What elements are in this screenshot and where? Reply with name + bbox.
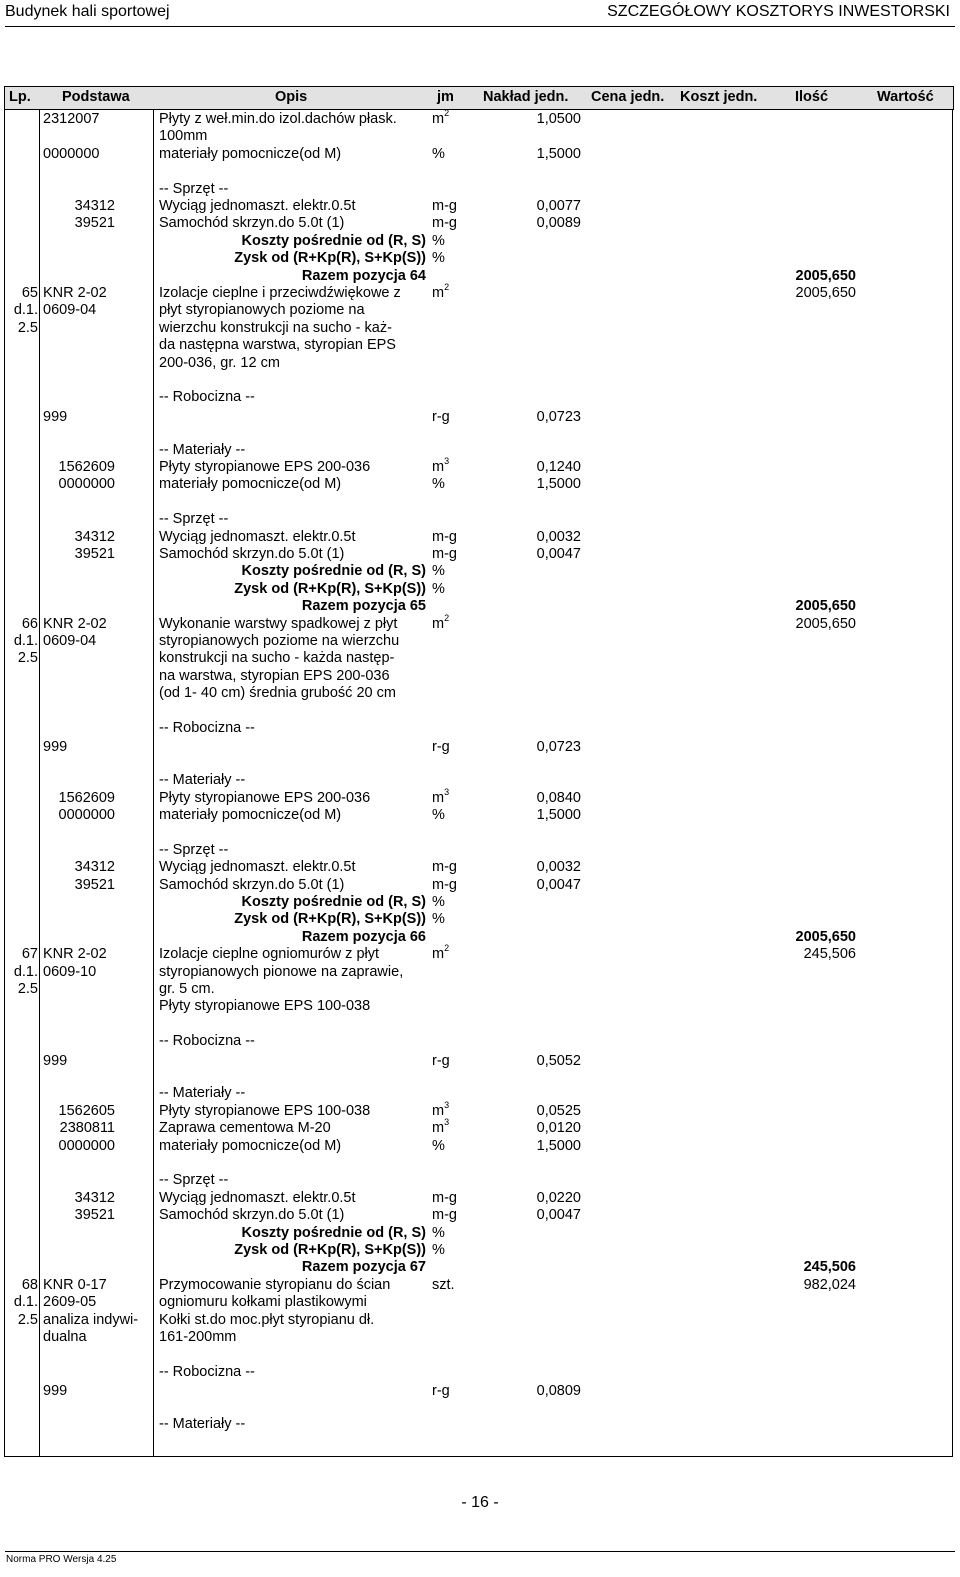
- row-jm: m-g: [432, 215, 457, 232]
- table-row: [0, 806, 960, 824]
- row-jm: %: [432, 894, 445, 910]
- table-row: [0, 1276, 960, 1294]
- table-row: [0, 928, 960, 946]
- row-naklad: 0,5052: [536, 1052, 581, 1069]
- row-naklad: 1,5000: [536, 807, 581, 823]
- row-opis: -- Sprzęt --: [159, 180, 229, 197]
- table-row: [0, 1052, 960, 1070]
- row-naklad: 0,1240: [536, 459, 581, 475]
- row-opis: Przymocowanie styropianu do ścian: [159, 1276, 391, 1293]
- footer-rule: [5, 1551, 955, 1552]
- row-ilosc: 982,024: [803, 1276, 856, 1293]
- row-podstawa: 0609-10: [43, 963, 97, 980]
- table-row: [0, 1415, 960, 1433]
- table-row: [0, 1206, 960, 1224]
- row-opis: -- Sprzęt --: [159, 1172, 229, 1189]
- table-row: [0, 475, 960, 493]
- row-opis: gr. 5 cm.: [159, 981, 215, 997]
- row-podstawa: 999: [43, 1383, 68, 1400]
- row-naklad: 0,0840: [536, 789, 581, 806]
- row-jm: [432, 458, 449, 476]
- col-lp: Lp.: [9, 89, 31, 105]
- row-opis: na warstwa, styropian EPS 200-036: [159, 667, 390, 684]
- row-jm: m-g: [432, 859, 457, 876]
- row-jm: %: [432, 911, 445, 928]
- table-row: [0, 1363, 960, 1381]
- row-podstawa: KNR 2-02: [43, 615, 107, 632]
- row-overhead-label: Koszty pośrednie od (R, S): [241, 563, 426, 580]
- row-opis: styropianowych poziome na wierzchu: [159, 633, 400, 649]
- page-number: - 16 -: [461, 1494, 499, 1511]
- table-row: [0, 876, 960, 894]
- page-header-left: Budynek hali sportowej: [5, 3, 170, 20]
- row-opis: 100mm: [159, 128, 208, 145]
- row-jm: %: [432, 580, 445, 597]
- table-row: [0, 127, 960, 145]
- row-podstawa: 1562609: [58, 789, 115, 806]
- row-lp: 2.5: [17, 981, 38, 997]
- row-jm-unit: m: [432, 789, 445, 806]
- row-overhead-label: Zysk od (R+Kp(R), S+Kp(S)): [234, 580, 426, 597]
- row-opis: Izolacje cieplne ogniomurów z płyt: [159, 946, 380, 963]
- row-naklad: 1,5000: [536, 1137, 581, 1154]
- row-podstawa: 999: [43, 408, 68, 425]
- row-podstawa: 39521: [74, 1207, 115, 1224]
- row-jm: %: [432, 476, 445, 493]
- row-opis: -- Robocizna --: [159, 1363, 255, 1380]
- row-jm-unit: m: [432, 285, 445, 301]
- table-row: [0, 267, 960, 285]
- row-opis: Płyty z weł.min.do izol.dachów płask.: [159, 111, 397, 127]
- table-row: [0, 528, 960, 546]
- row-overhead-label: Zysk od (R+Kp(R), S+Kp(S)): [234, 1242, 426, 1258]
- row-podstawa: 34312: [74, 198, 115, 214]
- row-jm-unit: m: [432, 459, 445, 475]
- table-row: [0, 1328, 960, 1346]
- row-ilosc: 245,506: [803, 946, 856, 963]
- row-podstawa: 39521: [74, 215, 115, 232]
- table-row: [0, 980, 960, 998]
- row-lp: d.1.: [13, 963, 38, 980]
- row-opis: Wyciąg jednomaszt. elektr.0.5t: [159, 1189, 356, 1206]
- row-podstawa: KNR 0-17: [43, 1276, 107, 1293]
- row-jm-exponent: 3: [444, 1099, 450, 1110]
- row-jm: [432, 612, 450, 633]
- table-row: [0, 110, 960, 128]
- table-row: [0, 301, 960, 319]
- row-overhead-label: Koszty pośrednie od (R, S): [241, 232, 426, 249]
- col-opis: Opis: [275, 89, 308, 105]
- table-row: [0, 786, 960, 807]
- table-row: [0, 612, 960, 633]
- row-lp: 67: [21, 946, 38, 963]
- row-opis: Samochód skrzyn.do 5.0t (1): [159, 1207, 345, 1224]
- row-jm: r-g: [432, 1383, 450, 1400]
- table-row: [0, 1032, 960, 1050]
- col-wartosc: Wartość: [877, 89, 934, 105]
- row-overhead-label: Koszty pośrednie od (R, S): [241, 894, 426, 910]
- row-jm-exponent: 3: [444, 1117, 450, 1128]
- col-naklad: Nakład jedn.: [483, 89, 569, 105]
- row-jm: %: [432, 250, 445, 267]
- row-lp: 2.5: [17, 1311, 38, 1328]
- row-jm: %: [432, 232, 445, 249]
- row-opis: materiały pomocnicze(od M): [159, 476, 342, 493]
- row-podstawa: 34312: [74, 1189, 115, 1206]
- row-jm: %: [432, 807, 445, 823]
- table-row: [0, 284, 960, 302]
- row-opis: -- Sprzęt --: [159, 511, 229, 528]
- row-jm-exponent: 3: [444, 456, 450, 467]
- row-podstawa: 999: [43, 1052, 68, 1069]
- row-jm: r-g: [432, 739, 450, 756]
- row-opis: wierzchu konstrukcji na sucho - każ-: [159, 319, 392, 336]
- row-podstawa: analiza indywi-: [43, 1311, 139, 1328]
- row-jm-exponent: 2: [444, 943, 450, 954]
- row-jm: r-g: [432, 1052, 450, 1069]
- row-opis: -- Materiały --: [159, 772, 246, 789]
- row-opis: -- Materiały --: [159, 1416, 246, 1432]
- row-naklad: 0,0723: [536, 408, 581, 425]
- row-opis: Wyciąg jednomaszt. elektr.0.5t: [159, 528, 356, 545]
- row-opis: -- Materiały --: [159, 441, 246, 458]
- row-opis: styropianowych pionowe na zaprawie,: [159, 963, 404, 980]
- row-podstawa: dualna: [43, 1329, 87, 1345]
- row-podstawa: 0000000: [58, 807, 115, 823]
- row-overhead-label: Zysk od (R+Kp(R), S+Kp(S)): [234, 911, 426, 928]
- row-opis: materiały pomocnicze(od M): [159, 1137, 342, 1154]
- row-opis: -- Robocizna --: [159, 1033, 255, 1050]
- row-jm: m-g: [432, 546, 457, 562]
- table-row: [0, 249, 960, 267]
- col-cena: Cena jedn.: [591, 89, 665, 105]
- row-podstawa: 34312: [74, 859, 115, 876]
- row-jm: %: [432, 145, 445, 162]
- row-jm: szt.: [432, 1276, 455, 1293]
- row-podstawa: 39521: [74, 876, 115, 893]
- col-ilosc: Ilość: [795, 89, 829, 105]
- table-row: [0, 1382, 960, 1400]
- table-row: [0, 562, 960, 580]
- row-jm-unit: m: [432, 615, 445, 632]
- table-row: [0, 545, 960, 563]
- col-podstawa: Podstawa: [62, 89, 130, 105]
- col-koszt: Koszt jedn.: [680, 89, 758, 105]
- row-total-label: Razem pozycja 67: [301, 1259, 426, 1276]
- row-podstawa: 1562609: [58, 459, 115, 475]
- table-row: [0, 354, 960, 372]
- row-opis: -- Robocizna --: [159, 389, 255, 406]
- row-podstawa: 2609-05: [43, 1294, 97, 1311]
- row-jm: r-g: [432, 408, 450, 425]
- row-opis: Płyty styropianowe EPS 200-036: [159, 789, 371, 806]
- row-naklad: 0,0089: [536, 215, 581, 232]
- table-row: [0, 214, 960, 232]
- row-opis: materiały pomocnicze(od M): [159, 807, 342, 823]
- row-opis: 200-036, gr. 12 cm: [159, 354, 280, 371]
- row-podstawa: 0000000: [58, 476, 115, 493]
- table-row: [0, 997, 960, 1015]
- table-row: [0, 945, 960, 963]
- page-header-right: SZCZEGÓŁOWY KOSZTORYS INWESTORSKI: [607, 3, 950, 20]
- row-wartosc-total: 245,506: [803, 1259, 856, 1276]
- row-podstawa: 0609-04: [43, 633, 97, 649]
- table-row: [0, 1119, 960, 1137]
- row-podstawa: KNR 2-02: [43, 946, 107, 963]
- table-row: [0, 1099, 960, 1120]
- row-jm: [432, 945, 449, 963]
- table-row: [0, 667, 960, 685]
- row-naklad: 0,0120: [536, 1120, 581, 1137]
- row-naklad: 0,0809: [536, 1383, 581, 1400]
- row-naklad: 0,0220: [536, 1189, 581, 1206]
- row-wartosc-total: 2005,650: [795, 598, 856, 615]
- row-jm: [432, 786, 450, 807]
- row-lp: 66: [21, 615, 38, 632]
- table-row: [0, 910, 960, 928]
- table-row: [0, 841, 960, 859]
- row-podstawa: 2380811: [59, 1120, 115, 1137]
- row-jm-unit: m: [432, 111, 445, 127]
- row-opis: -- Sprzęt --: [159, 841, 229, 858]
- table-row: [0, 388, 960, 406]
- row-naklad: 1,5000: [536, 145, 581, 162]
- row-opis: da następna warstwa, styropian EPS: [159, 337, 396, 354]
- table-row: [0, 1241, 960, 1259]
- table-row: [0, 1293, 960, 1311]
- row-naklad: 1,0500: [536, 111, 581, 127]
- table-row: [0, 580, 960, 598]
- table-row: [0, 319, 960, 337]
- row-jm: [432, 1119, 449, 1137]
- row-jm: [432, 284, 449, 302]
- table-row: [0, 771, 960, 789]
- row-jm: %: [432, 1224, 445, 1241]
- row-naklad: 0,0032: [536, 528, 581, 545]
- row-lp: 2.5: [17, 319, 38, 336]
- table-row: [0, 510, 960, 528]
- row-opis: Zaprawa cementowa M-20: [159, 1120, 331, 1137]
- table-row: [0, 893, 960, 911]
- row-naklad: 0,0047: [536, 1207, 581, 1224]
- row-jm-exponent: 2: [444, 612, 450, 623]
- row-jm: %: [432, 1137, 445, 1154]
- row-lp: 68: [21, 1276, 38, 1293]
- table-row: [0, 197, 960, 215]
- row-jm: m-g: [432, 876, 457, 893]
- table-row: [0, 1137, 960, 1155]
- row-total-label: Razem pozycja 66: [301, 928, 426, 945]
- row-opis: Samochód skrzyn.do 5.0t (1): [159, 876, 345, 893]
- table-row: [0, 1189, 960, 1207]
- table-row: [0, 1258, 960, 1276]
- table-row: [0, 458, 960, 476]
- row-naklad: 0,0723: [536, 739, 581, 756]
- row-wartosc-total: 2005,650: [795, 928, 856, 945]
- row-opis: Płyty styropianowe EPS 100-038: [159, 998, 371, 1015]
- row-podstawa: 999: [43, 739, 68, 756]
- row-lp: 65: [21, 285, 38, 301]
- row-opis: płyt styropianowych poziome na: [159, 302, 365, 319]
- row-opis: -- Robocizna --: [159, 720, 255, 736]
- row-jm: m-g: [432, 1207, 457, 1224]
- column-header-row: [4, 86, 954, 110]
- row-opis: Wyciąg jednomaszt. elektr.0.5t: [159, 198, 356, 214]
- row-podstawa: 1562605: [58, 1102, 115, 1119]
- row-lp: d.1.: [13, 633, 38, 649]
- row-opis: Samochód skrzyn.do 5.0t (1): [159, 215, 345, 232]
- row-naklad: 0,0032: [536, 859, 581, 876]
- table-row: [0, 632, 960, 650]
- table-row: [0, 963, 960, 981]
- row-opis: Wyciąg jednomaszt. elektr.0.5t: [159, 859, 356, 876]
- row-opis: Izolacje cieplne i przeciwdźwiękowe z: [159, 285, 401, 301]
- row-opis: -- Materiały --: [159, 1085, 246, 1102]
- row-lp: 2.5: [17, 650, 38, 667]
- table-row: [0, 1084, 960, 1102]
- row-podstawa: KNR 2-02: [43, 285, 107, 301]
- table-row: [0, 1171, 960, 1189]
- row-overhead-label: Zysk od (R+Kp(R), S+Kp(S)): [234, 250, 426, 267]
- row-overhead-label: Koszty pośrednie od (R, S): [241, 1224, 426, 1241]
- row-podstawa: 34312: [74, 528, 115, 545]
- table-row: [0, 1311, 960, 1329]
- table-row: [0, 336, 960, 354]
- table-row: [0, 719, 960, 737]
- row-naklad: 0,0047: [536, 546, 581, 562]
- row-opis: Samochód skrzyn.do 5.0t (1): [159, 546, 345, 562]
- table-row: [0, 1224, 960, 1242]
- row-jm: [432, 110, 449, 128]
- row-opis: ogniomuru kołkami plastikowymi: [159, 1294, 367, 1311]
- row-ilosc: 2005,650: [795, 285, 856, 301]
- row-naklad: 0,0077: [536, 198, 581, 214]
- row-wartosc-total: 2005,650: [795, 267, 856, 284]
- row-lp: d.1.: [13, 1294, 38, 1311]
- row-podstawa: 39521: [74, 546, 115, 562]
- row-jm: %: [432, 1242, 445, 1258]
- table-row: [0, 441, 960, 459]
- row-podstawa: 0000000: [43, 145, 100, 162]
- table-row: [0, 180, 960, 198]
- row-naklad: 0,0047: [536, 876, 581, 893]
- row-opis: Płyty styropianowe EPS 200-036: [159, 459, 371, 475]
- row-jm-unit: m: [432, 946, 445, 963]
- row-podstawa: 2312007: [43, 111, 100, 127]
- table-bottom-rule: [4, 1456, 953, 1457]
- row-jm: %: [432, 563, 445, 580]
- row-jm: m-g: [432, 1189, 457, 1206]
- row-opis: (od 1- 40 cm) średnia grubość 20 cm: [159, 685, 396, 702]
- table-row: [0, 597, 960, 615]
- row-jm-unit: m: [432, 1102, 445, 1119]
- row-jm: m-g: [432, 198, 457, 214]
- row-total-label: Razem pozycja 64: [301, 267, 426, 284]
- row-opis: materiały pomocnicze(od M): [159, 145, 342, 162]
- col-jm: jm: [437, 89, 454, 105]
- table-row: [0, 145, 960, 163]
- row-podstawa: 0000000: [58, 1137, 115, 1154]
- row-lp: d.1.: [13, 302, 38, 319]
- header-rule: [5, 26, 955, 27]
- row-opis: konstrukcji na sucho - każda następ-: [159, 650, 395, 667]
- table-row: [0, 649, 960, 667]
- row-jm-exponent: 2: [444, 282, 450, 293]
- row-jm-exponent: 2: [444, 108, 450, 119]
- table-row: [0, 684, 960, 702]
- row-total-label: Razem pozycja 65: [301, 598, 426, 615]
- row-opis: 161-200mm: [159, 1329, 237, 1345]
- row-jm: m-g: [432, 528, 457, 545]
- table-row: [0, 858, 960, 876]
- row-ilosc: 2005,650: [795, 615, 856, 632]
- row-opis: Płyty styropianowe EPS 100-038: [159, 1102, 371, 1119]
- table-row: [0, 232, 960, 250]
- row-opis: Kołki st.do moc.płyt styropianu dł.: [159, 1311, 375, 1328]
- row-opis: Wykonanie warstwy spadkowej z płyt: [159, 615, 398, 632]
- table-row: [0, 738, 960, 756]
- row-podstawa: 0609-04: [43, 302, 97, 319]
- row-naklad: 1,5000: [536, 476, 581, 493]
- row-jm-exponent: 3: [444, 786, 450, 797]
- footer-text: Norma PRO Wersja 4.25: [6, 1554, 117, 1565]
- row-jm-unit: m: [432, 1120, 445, 1137]
- table-row: [0, 408, 960, 426]
- row-naklad: 0,0525: [536, 1102, 581, 1119]
